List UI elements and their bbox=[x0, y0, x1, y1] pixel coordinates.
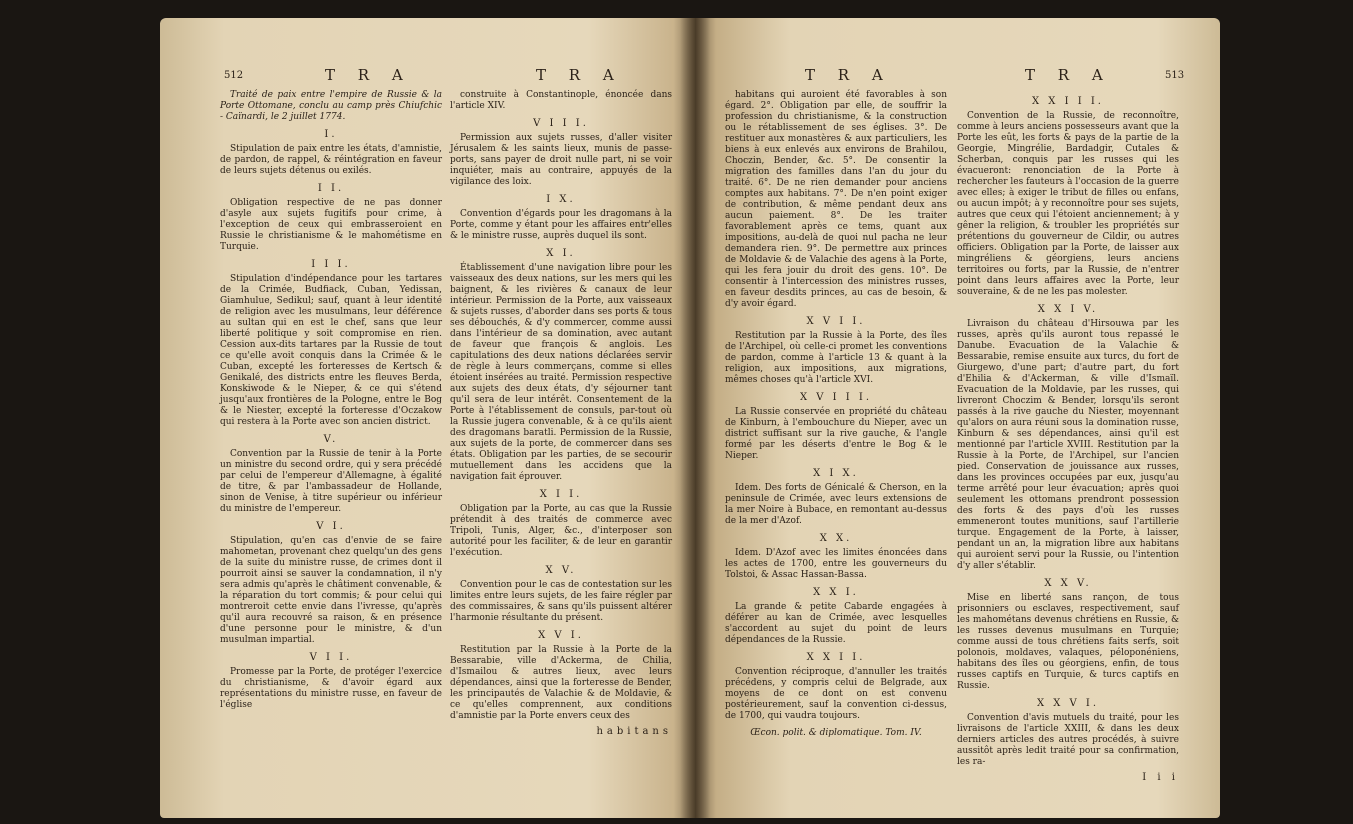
article-text: Établissement d'une navigation libre pour les vaisseaux des deux nations, sur les mers qui les baignent, & les rivières & canaux de leur intérieur. Permission de la Porte, aux vaisseaux & sujets russes, d'aborder dans ses ports & tous ses débouchés, & d'y commercer, comme aussi dans l'intérieur de sa domination, avec autant de faveur que françois & anglois. Les capitulations des deux nations déclarées servir de règle à leurs commerçans, comme si elles étoient insérées au traité. Permission respective aux sujets des deux états, d'y séjourner tant qu'il sera de leur intérêt. Consentement de la Porte à l'établissement de consuls, par-tout où la Russie jugera convenable, & à ce qu'ils aient des dragomans baratli. Permission de la Russie, aux sujets de la porte, de commercer dans ses états. Obligation par les parties, de se secourir mutuellement dans les accidens que la navigation fait éprouver. bbox=[450, 263, 672, 482]
left-column-1 bbox=[220, 90, 442, 715]
article-number: X X I I I. bbox=[1032, 96, 1104, 107]
article-block bbox=[957, 578, 1179, 692]
continued-text: construite à Constantinople, énoncée dans l'article XIV. bbox=[450, 90, 672, 111]
article-number: V. bbox=[323, 434, 339, 445]
article-number: I X. bbox=[546, 194, 576, 205]
article-text: Restitution par la Russie à la Porte de la Bessarabie, ville d'Ackerma, de Chilia, d'Ismailou & autres lieux, avec leurs dépendances, ainsi que la forteresse de Bender, les principautés de Valachie & de Moldavie, & ce qu'elles comprennent, aux conditions d'amnistie par la Porte envers ceux des bbox=[450, 645, 672, 721]
right-running-head bbox=[695, 66, 1220, 86]
article-text: Restitution par la Russie à la Porte, des îles de l'Archipel, où celle-ci promet les conventions de pardon, comme à l'article 13 & quant à la religion, aux impositions, aux migrations, mêmes choses qu'à l'article XVI. bbox=[725, 331, 947, 385]
article-number: I I I. bbox=[311, 259, 351, 270]
article-text: Convention réciproque, d'annuller les traités précédens, y compris celui de Belgrade, aux moyens de ce dont on est convenu postérieurement, sauf la convention ci-dessus, de 1700, qui vaudra toujours. bbox=[725, 667, 947, 721]
article-text: Livraison du château d'Hirsouwa par les russes, après qu'ils auront tous repassé le Danube. Evacuation de la Valachie & Bessarabie, remise ensuite aux turcs, du fort de Giurgewo, d'une part; d'autre part, du fort d'Ehilia & d'Ackerman, & ville d'Ismaïl. Evacuation de la Moldavie, par les russes, qui livreront Choczim & Bender, lorsqu'ils seront passés à la rive gauche du Niester, moyennant qu'alors on aura réuni sous la domination russe, Kinburn & ses dépendances, ainsi qu'il est mentionné par l'article XVIII. Restitution par la Russie à la Porte, de l'Archipel, sur l'ancien pied. Conservation de jouissance aux russes, dans les provinces occupées par eux, jusqu'au terme arrêté pour leur évacuation; après quoi seulement les ottomans prendront possession des forts & des pays d'où les russes emmeneront toutes munitions, sauf l'artillerie turque. Engagement de la Porte, à laisser, pendant un an, la migration libre aux habitans qui auroient servi pour la Russie, ou l'intention d'y aller s'établir. bbox=[957, 319, 1179, 571]
article-text: Convention d'avis mutuels du traité, pour les livraisons de l'article XXIII, & dans les deux derniers articles des autres procédés, à suivre aussitôt après ledit traité pour sa confirmation, les ra- bbox=[957, 713, 1179, 767]
article-text: Mise en liberté sans rançon, de tous prisonniers ou esclaves, respectivement, sauf les mahométans devenus chrétiens en Russie, & les russes devenus musulmans en Turquie; comme aussi de tous chrétiens faits serfs, soit polonois, moldaves, valaques, péloponéniens, habitans des îles ou géorgiens, enfin, de tous russes captifs en Turquie, & turcs captifs en Russie. bbox=[957, 593, 1179, 691]
article-text: Stipulation d'indépendance pour les tartares de la Crimée, Budfiack, Cuban, Yedissan, Giamhulue, Sedikul; sauf, quant à leur identité de religion avec les musulmans, leur déférence au sultan qui en est le chef, sans que leur liberté politique y soit compromise en rien. Cession aux-dits tartares par la Russie de tout ce qu'elle avoit conquis dans la Crimée & le Cuban, excepté les forteresses de Kertsch & Genikalé, des districts entre les fleuves Berda, Konskiwode & le Nieper, & ce qui s'étend jusqu'aux frontières de la Pologne, entre le Bog & le Niester, excepté la forteresse d'Oczakow qui restera à la Porte avec son ancien district. bbox=[220, 274, 442, 427]
article-number: X V I. bbox=[538, 630, 584, 641]
article-text: La grande & petite Cabarde engagées à déférer au kan de Crimée, avec lesquelles s'accordent au sujet du point de leurs dépendances de la Russie. bbox=[725, 602, 947, 645]
page-footer: Œcon. polit. & diplomatique. Tom. IV. bbox=[750, 728, 922, 738]
right-page-number: 513 bbox=[1165, 70, 1185, 81]
article-text: Idem. D'Azof avec les limites énoncées dans les actes de 1700, entre les gouverneurs du Tolstoi, & Assac Hassan-Bassa. bbox=[725, 548, 947, 580]
article-text: Promesse par la Porte, de protéger l'exercice du christianisme, & d'avoir égard aux représentations du ministre russe, en faveur de l'église bbox=[220, 667, 442, 710]
article-block bbox=[725, 392, 947, 462]
article-text: Permission aux sujets russes, d'aller visiter Jérusalem & les saints lieux, munis de passe-ports, sans payer de droit nulle part, ni se voir inquiéter, mais au contraire, appuyés de la vigilance des loix. bbox=[450, 133, 672, 187]
article-number: X X. bbox=[819, 533, 853, 544]
book-gutter bbox=[680, 18, 710, 818]
article-text: La Russie conservée en propriété du château de Kinburn, à l'embouchure du Nieper, avec un district suffisant sur la rive gauche, & l'angle formé par les déserts d'entre le Bog & le Nieper. bbox=[725, 407, 947, 461]
article-number: X V. bbox=[545, 565, 577, 576]
article-block bbox=[957, 698, 1179, 768]
article-number: X V I I I. bbox=[799, 392, 873, 403]
left-page bbox=[160, 18, 695, 818]
article-number: X I I. bbox=[539, 489, 583, 500]
article-block bbox=[957, 96, 1179, 298]
right-column-1 bbox=[725, 90, 947, 739]
article-text: Obligation respective de ne pas donner d'asyle aux sujets fugitifs pour crime, à l'exception de ceux qui embrasseroient en Russie le christianisme & le mahométisme en Turquie. bbox=[220, 198, 442, 252]
article-block bbox=[957, 304, 1179, 572]
article-number: X V I I. bbox=[806, 316, 866, 327]
open-book bbox=[160, 18, 1220, 818]
article-text: Convention pour le cas de contestation sur les limites entre leurs sujets, de les faire régler par des commissaires, & sans qu'ils puissent altérer l'harmonie résultante du présent. bbox=[450, 580, 672, 623]
article-block bbox=[450, 118, 672, 188]
article-text: Convention d'égards pour les dragomans à la Porte, comme y étant pour les affaires entr'elles & le ministre russe, auprès duquel ils sont. bbox=[450, 209, 672, 241]
article-number: X X I V. bbox=[1037, 304, 1099, 315]
right-head-title: T R A bbox=[805, 66, 892, 84]
article-block bbox=[220, 434, 442, 515]
right-head-title-2: T R A bbox=[1025, 66, 1112, 84]
left-running-head bbox=[160, 66, 695, 86]
article-block bbox=[220, 183, 442, 253]
signature-mark: I i i bbox=[1142, 772, 1179, 783]
article-block bbox=[220, 259, 442, 428]
article-number: I. bbox=[324, 129, 338, 140]
article-block bbox=[725, 468, 947, 527]
article-text: Obligation par la Porte, au cas que la Russie prétendit à des traités de commerce avec Tripoli, Tunis, Alger, &c., d'interposer son autorité pour les faciliter, & de leur en garantir l'exécution. bbox=[450, 504, 672, 558]
treaty-intro: Traité de paix entre l'empire de Russie & la Porte Ottomane, conclu au camp près Chiufchic - Caïnardi, le 2 juillet 1774. bbox=[220, 90, 442, 122]
left-column-2 bbox=[450, 90, 672, 737]
article-block bbox=[725, 652, 947, 722]
left-head-title: T R A bbox=[325, 66, 412, 84]
article-block bbox=[450, 489, 672, 559]
article-block bbox=[450, 248, 672, 483]
article-number: X X I. bbox=[813, 587, 859, 598]
article-block bbox=[725, 533, 947, 581]
article-number: V I I. bbox=[309, 652, 353, 663]
article-text: Convention de la Russie, de reconnoître, comme à leurs anciens possesseurs avant que la Porte les eût, les forts & pays de la partie de la Georgie, Mingrélie, Bardadgir, Cutales & Scherban, conquis par les russes qui les évacueront: renonciation de la Porte à rechercher les fauteurs à l'occasion de la guerre avec elles; à exiger le tribut de filles ou enfans, ou aucun impôt; à y reconnoître pour ses sujets, autres que ceux qui l'étoient anciennement; à y gêner la religion, & troubler les propriétés sur prétentions du gouverneur de Cildir, ou autres officiers. Obligation par la Porte, de laisser aux mingréliens & géorgiens, leurs anciens territoires ou forts, par la Russie, de n'entrer point dans leurs affaires avec la Porte, leur souveraine, & de ne les pas molester. bbox=[957, 111, 1180, 297]
article-number: I I. bbox=[317, 183, 345, 194]
right-page bbox=[695, 18, 1220, 818]
article-text: Idem. Des forts de Génicalé & Cherson, en la peninsule de Crimée, avec leurs extensions de la mer Noire à Bubace, en remontant au-dessus de la mer d'Azof. bbox=[725, 483, 947, 526]
article-block bbox=[450, 565, 672, 624]
left-page-number: 512 bbox=[224, 70, 244, 81]
article-text: Stipulation de paix entre les états, d'amnistie, de pardon, de rappel, & réintégration en faveur de leurs sujets détenus ou exilés. bbox=[220, 144, 442, 176]
article-text: Stipulation, qu'en cas d'envie de se faire mahometan, provenant chez quelqu'un des gens de la suite du ministre russe, de crimes dont il pourroit ainsi se sauver la condamnation, il n'y sera admis qu'après le châtiment convenable, & la réparation du tort commis; & pour celui qui montreroit cette envie dans l'ivresse, qu'après qu'il aura recouvré sa raison, & en présence d'une personne pour le ministre, & d'un musulman impartial. bbox=[220, 536, 442, 645]
left-head-title-2: T R A bbox=[536, 66, 623, 84]
article-number: X I. bbox=[546, 248, 576, 259]
article-text: Convention par la Russie de tenir à la Porte un ministre du second ordre, qui y sera précédé par celui de l'empereur d'Allemagne, à égalité de titre, & par l'ambassadeur de Hollande, sinon de Venise, à titre supérieur ou inférieur du ministre de l'empereur. bbox=[220, 449, 442, 514]
article-number: X I X. bbox=[813, 468, 859, 479]
article-block bbox=[450, 630, 672, 722]
article-block bbox=[220, 129, 442, 177]
article-number: V I. bbox=[316, 521, 346, 532]
article-number: V I I I. bbox=[533, 118, 589, 129]
article-block bbox=[725, 316, 947, 386]
catchword: habitans bbox=[596, 726, 672, 737]
continued-text: habitans qui auroient été favorables à son égard. 2°. Obligation par elle, de souffrir la profession du christianisme, & la construction ou le rétablissement de ses églises. 3°. De restituer aux monastères & aux particuliers, les biens à eux enlevés aux environs de Brahilou, Choczin, Bender, &c. 5°. De consentir la migration des familles dans l'an du jour du traité. 6°. De ne rien demander pour anciens comptes aux habitans. 7°. De n'en point exiger de contribution, & même pendant deux ans aucun paiement. 8°. De les traiter favorablement après ce tems, quant aux impositions, au-delà de quoi nul pacha ne leur demandera rien. 9°. De permettre aux princes de Moldavie & de Valachie des agens à la Porte, qui les fera jouir du droit des gens. 10°. De consentir à l'intercession des ministres russes, en faveur desdits princes, au cas de besoin, & d'y avoir égard. bbox=[725, 90, 947, 309]
right-column-2 bbox=[957, 90, 1179, 783]
article-block bbox=[450, 194, 672, 242]
article-block bbox=[220, 521, 442, 646]
article-block bbox=[725, 587, 947, 646]
article-number: X X V. bbox=[1044, 578, 1092, 589]
article-block bbox=[220, 652, 442, 711]
article-number: X X I I. bbox=[806, 652, 866, 663]
article-number: X X V I. bbox=[1036, 698, 1100, 709]
